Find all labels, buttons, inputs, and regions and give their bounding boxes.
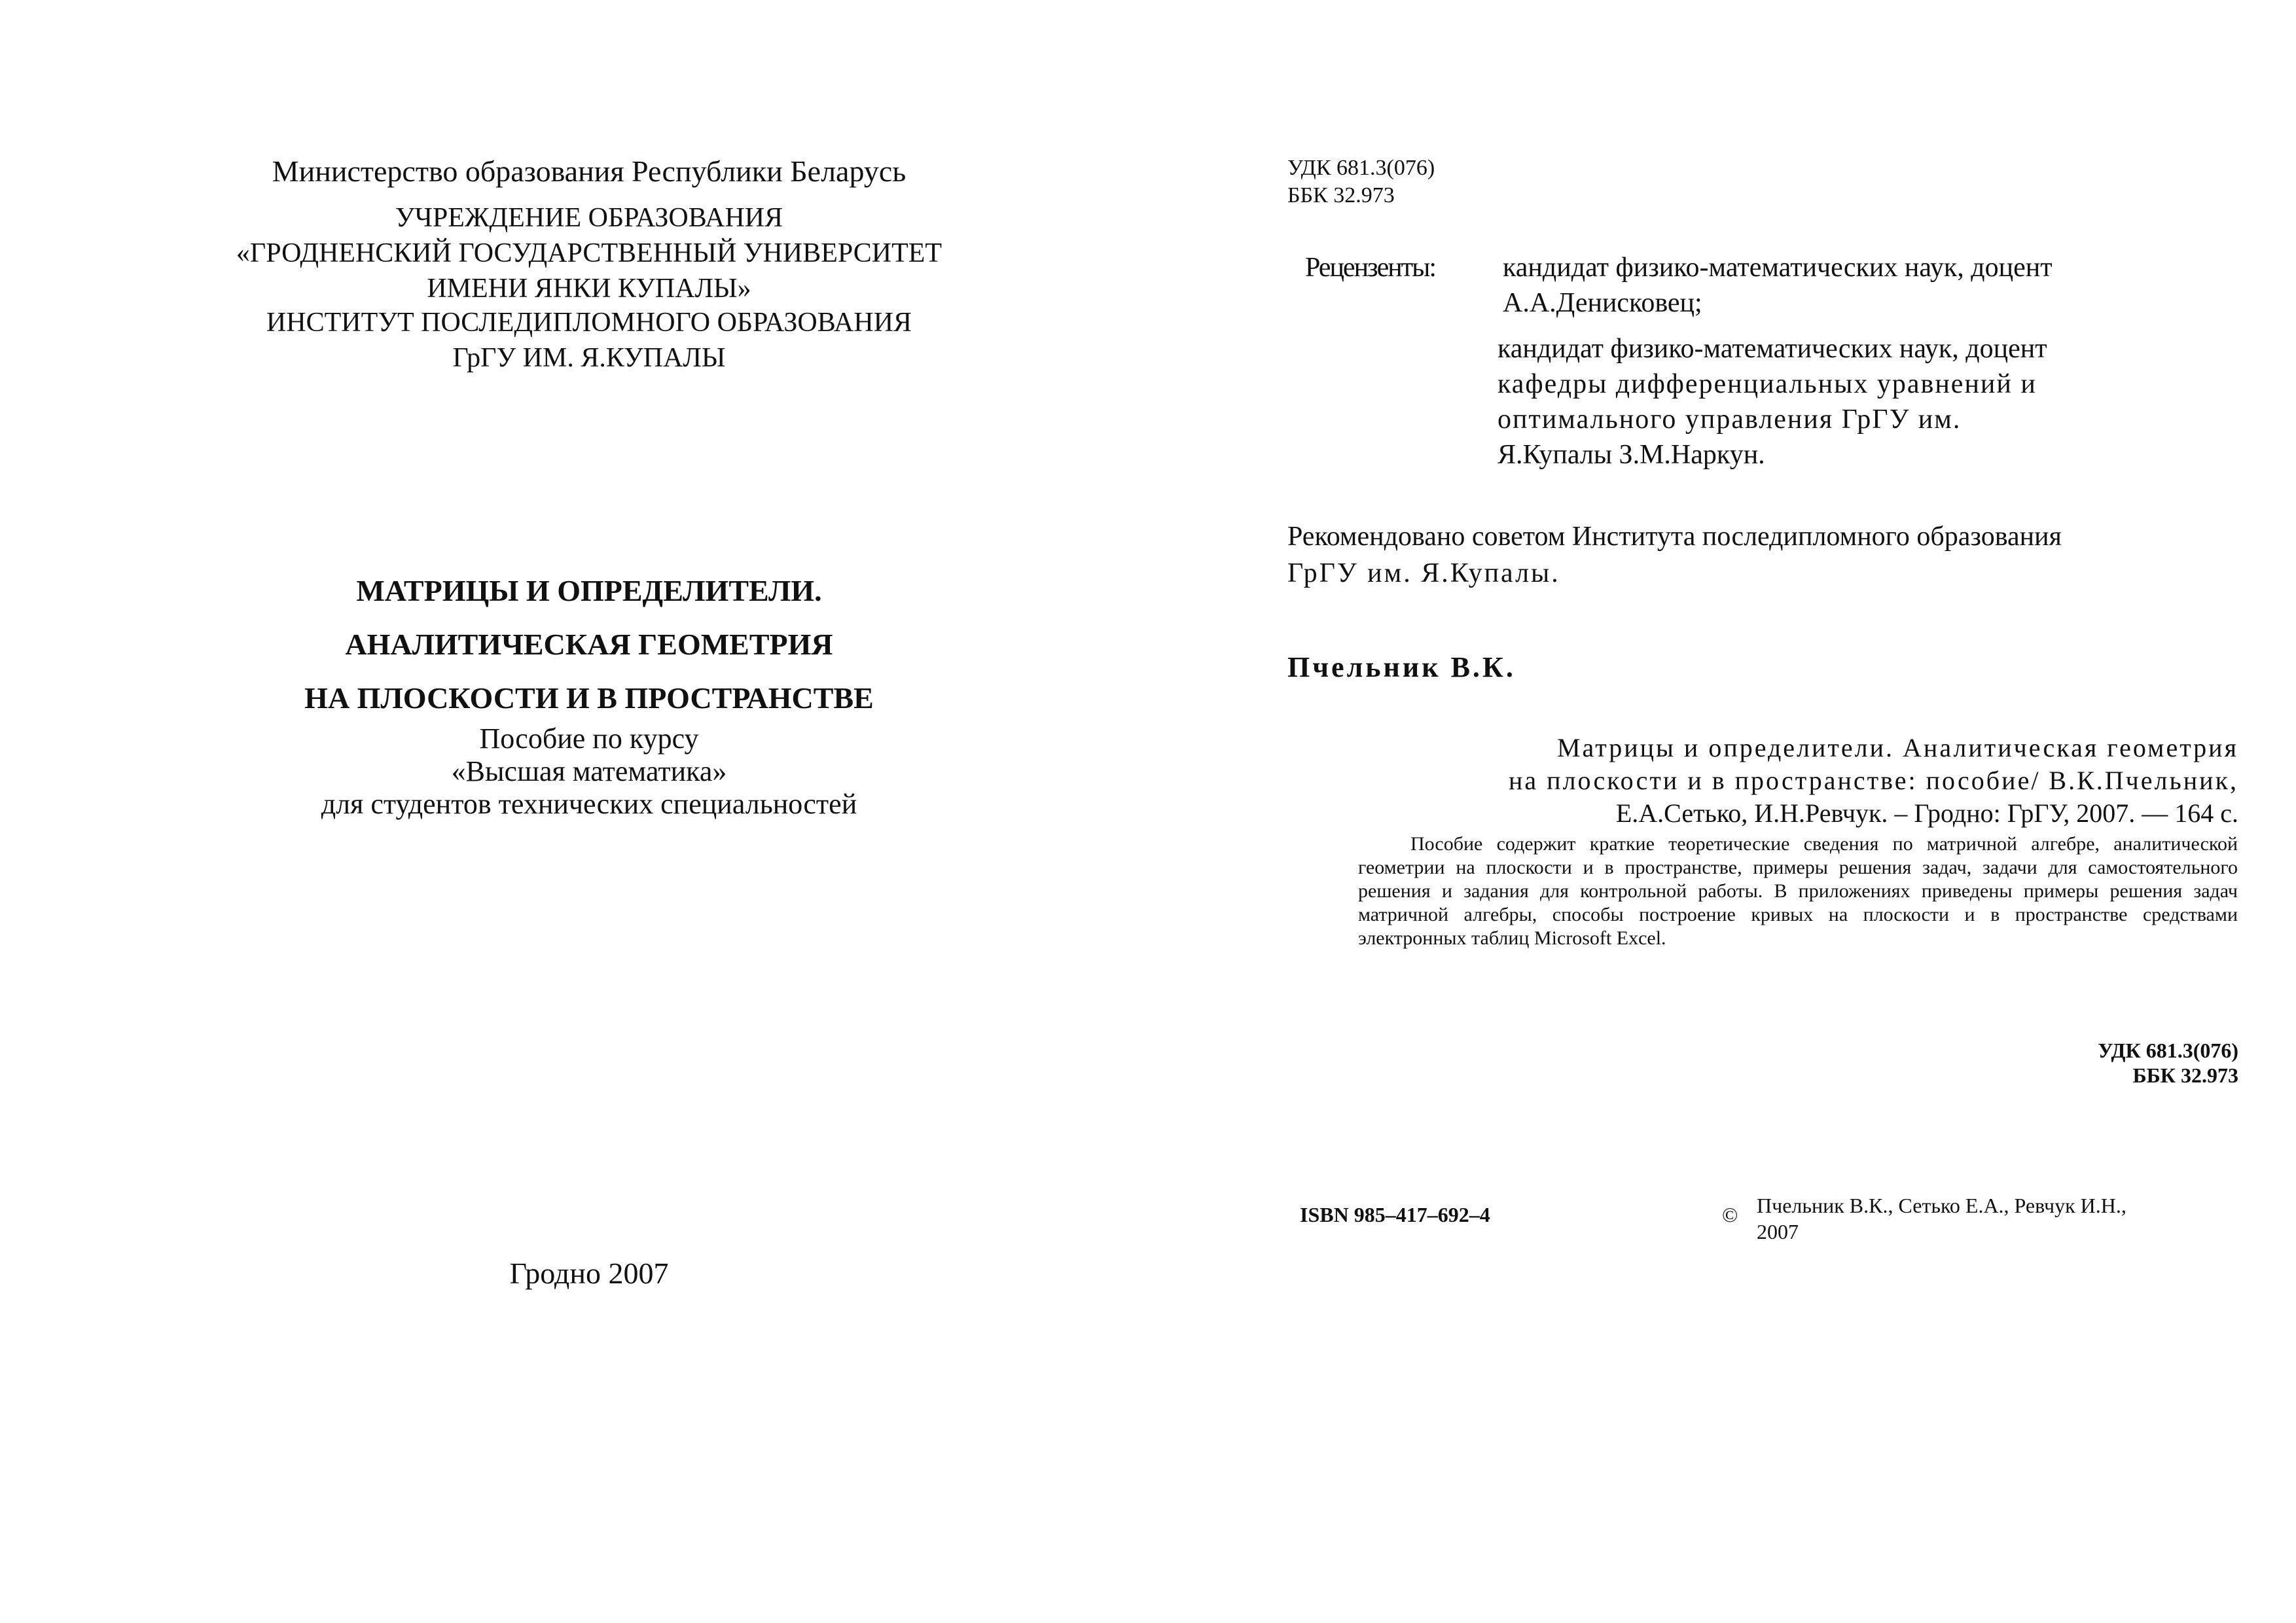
author-heading: Пчельник В.К. [1287,651,1516,683]
copyright-notice [1757,1192,2126,1245]
reviewer-2 [1498,331,2047,473]
bbk-line: ББК 32.973 [1287,183,1395,207]
title-line: МАТРИЦЫ И ОПРЕДЕЛИТЕЛИ. [356,574,822,607]
city-year-line: Гродно 2007 [509,1257,669,1290]
reviewer-2-line: оптимального управления ГрГУ им. [1498,404,1962,435]
title-line: АНАЛИТИЧЕСКАЯ ГЕОМЕТРИЯ [345,628,833,661]
subtitle-line: Пособие по курсу [479,722,699,755]
copyright-line: 2007 [1757,1220,1799,1243]
recommendation-note [1287,518,2062,592]
institute-line: ИНСТИТУТ ПОСЛЕДИПЛОМНОГО ОБРАЗОВАНИЯ [266,308,912,338]
ministry-line: Министерство образования Республики Беларусь [272,154,906,188]
udk-top [1287,154,1435,209]
institution-heading [196,200,982,306]
reviewer-1-line: кандидат физико-математических наук, доцент [1503,253,2053,283]
institute-heading [196,305,982,376]
subtitle-line: «Высшая математика» [451,755,727,787]
biblio-line: на плоскости и в пространстве: пособие/ В.К.Пчельник, [1509,766,2238,795]
subtitle-line: для студентов технических специальностей [321,788,857,820]
reviewer-1-line: А.А.Денисковец; [1503,288,1702,318]
reviewer-2-line: Я.Купалы З.М.Наркун. [1498,440,1765,470]
recommendation-line: Рекомендовано советом Института последипломного образования [1287,522,2062,552]
copyright-icon: © [1722,1203,1738,1226]
udk-bottom [1933,1038,2238,1088]
bbk-line: ББК 32.973 [2132,1063,2238,1087]
recommendation-line: ГрГУ им. Я.Купалы. [1287,558,1560,588]
abstract [1358,832,2238,950]
reviewers-label: Рецензенты: [1305,253,1435,283]
udk-line: УДК 681.3(076) [2098,1039,2238,1062]
ministry-heading [196,152,982,191]
bibliographic-description [1357,732,2238,830]
reviewer-2-line: кафедры дифференциальных уравнений и [1498,369,2037,399]
udk-line: УДК 681.3(076) [1287,156,1435,180]
institute-line: ГрГУ ИМ. Я.КУПАЛЫ [452,343,726,373]
institution-line: ИМЕНИ ЯНКИ КУПАЛЫ» [427,274,751,304]
abstract-text: Пособие содержит краткие теоретические сведения по матричной алгебре, аналитической геометрии на плоскости и в пространстве, примеры решения задач, задачи для самостоятельного решения и задания для контрольной работы. В приложениях приведены примеры решения задач матричной алгебры, способы построение кривых на плоскости и в пространстве средствами электронных таблиц Microsoft Excel. [1358,833,2238,949]
biblio-line: Матрицы и определители. Аналитическая геометрия [1556,733,2238,762]
biblio-line: Е.А.Сетько, И.Н.Ревчук. – Гродно: ГрГУ, 2007. — 164 с. [1615,798,2238,828]
right-page [1148,0,2296,1623]
reviewer-2-line: кандидат физико-математических наук, доцент [1498,334,2047,364]
reviewer-1 [1503,250,2053,321]
copyright-line: Пчельник В.К., Сетько Е.А., Ревчук И.Н., [1757,1194,2126,1217]
institution-line: УЧРЕЖДЕНИЕ ОБРАЗОВАНИЯ [395,203,783,233]
title-line: НА ПЛОСКОСТИ И В ПРОСТРАНСТВЕ [304,681,874,715]
book-title [196,564,982,725]
publication-city-year [196,1254,982,1293]
book-subtitle [196,722,982,821]
institution-line: «ГРОДНЕНСКИЙ ГОСУДАРСТВЕННЫЙ УНИВЕРСИТЕТ [236,238,942,268]
isbn: ISBN 985–417–692–4 [1300,1203,1490,1226]
